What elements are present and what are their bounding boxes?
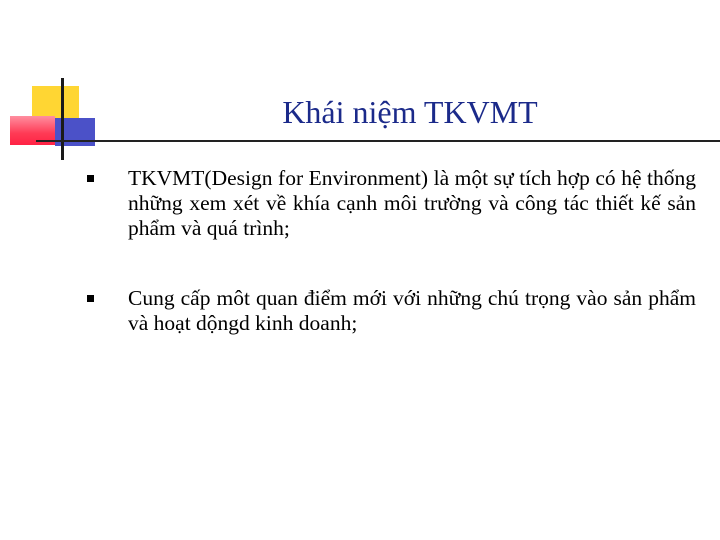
bullet-item — [84, 166, 696, 241]
square-bullet-icon — [87, 175, 94, 182]
slide-title: Khái niệm TKVMT — [282, 94, 538, 130]
bullet-list — [84, 166, 696, 336]
logo-vertical-line — [61, 78, 64, 160]
logo-yellow-block — [32, 86, 79, 118]
bullet-item — [84, 286, 696, 336]
bullet-text: TKVMT(Design for Environment) là một sự tích hợp có hệ thống những xem xét về khía cạnh môi trường và công tác thiết kế sản phẩm và quá trình; — [128, 166, 696, 240]
square-bullet-icon — [87, 295, 94, 302]
title-divider-line — [36, 140, 720, 142]
bullet-text: Cung cấp môt quan điểm mới với những chú trọng vào sản phẩm và hoạt dộngd kinh doanh; — [128, 286, 696, 335]
